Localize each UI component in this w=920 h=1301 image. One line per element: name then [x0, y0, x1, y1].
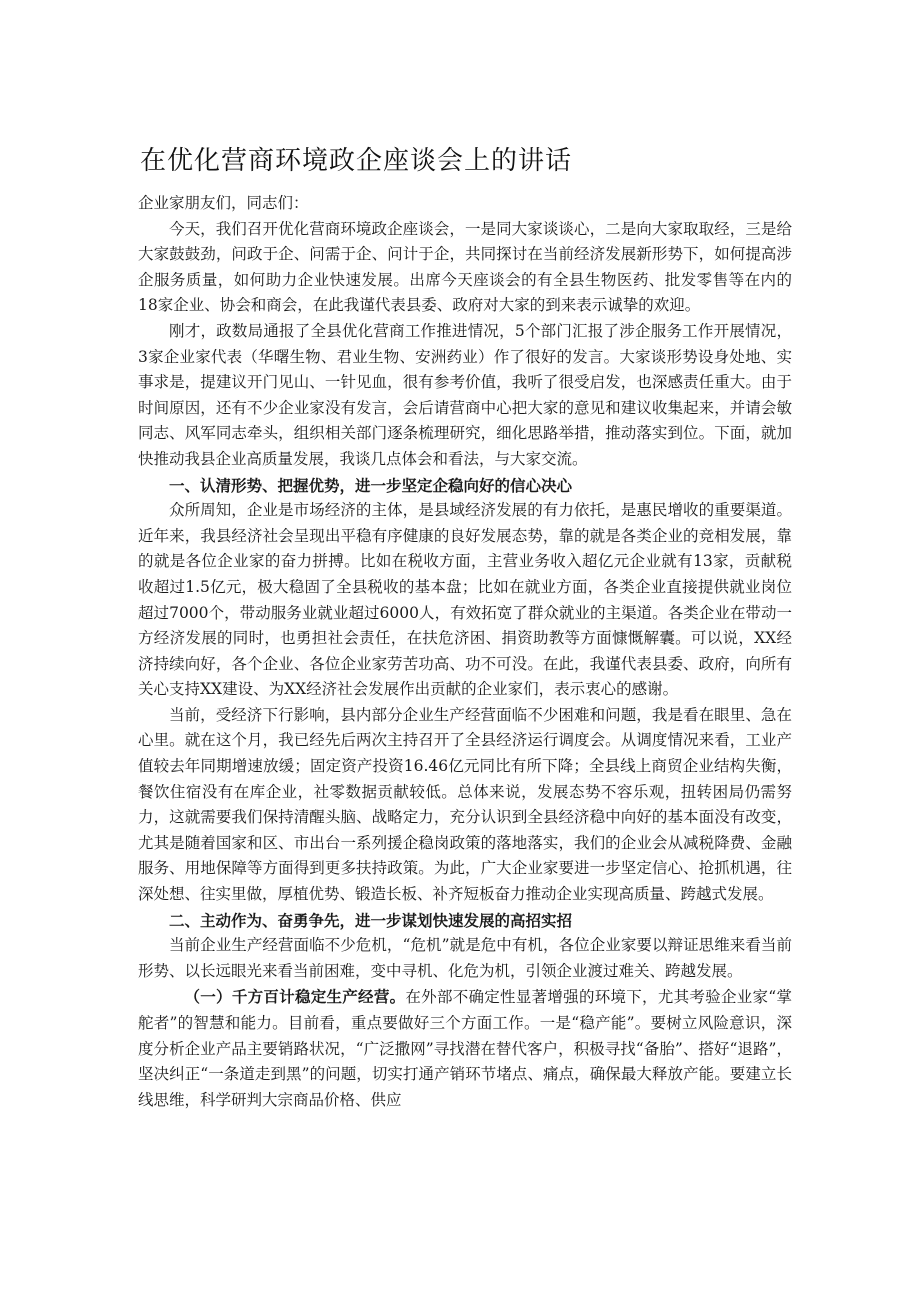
section-heading-1: 一、认清形势、把握优势，进一步坚定企稳向好的信心决心: [169, 475, 573, 495]
paragraph-section1-b: 当前，受经济下行影响，县内部分企业生产经营面临不少困难和问题，我是看在眼里、急在心里。就在这个月，我已经先后两次主持召开了全县经济运行调度会。从调度情况来看，工业产值较去年同期增速放缓；固定资产投资16.46亿元同比有所下降；全县线上商贸企业结构失衡，餐饮住宿没有在库企业，社零数据贡献较低。总体来说，发展态势不容乐观，扭转困局仍需努力，这就需要我们保持清醒头脑、战略定力，充分认识到全县经济稳中向好的基本面没有改变，尤其是随着国家和区、市出台一系列援企稳岗政策的落地落实，我们的企业会从减税降费、金融服务、用地保障等方面得到更多扶持政策。为此，广大企业家要进一步坚定信心、抢抓机遇，往深处想、往实里做，厚植优势、锻造长板、补齐短板奋力推动企业实现高质量、跨越式发展。: [138, 705, 792, 904]
subsection-text: 在外部不确定性显著增强的环境下，尤其考验企业家“掌舵者”的智慧和能力。目前看，重点要做好三个方面工作。一是“稳产能”。要树立风险意识，深度分析企业产品主要销路状况，“广泛撒网”寻找潜在替代客户，积极寻找“备胎”、搭好“退路”，坚决纠正“一条道走到黑”的问题，切实打通产销环节堵点、痛点，确保最大释放产能。要建立长线思维，科学研判大宗商品价格、供应: [138, 988, 792, 1109]
paragraph-subsection-1: [138, 984, 792, 1113]
paragraph-section2-a: 当前企业生产经营面临不少危机，“危机”就是危中有机，各位企业家要以辩证思维来看当前形势、以长远眼光来看当前困难，变中寻机、化危为机，引领企业渡过难关、跨越发展。: [138, 936, 792, 980]
subsection-lead: （一）千方百计稳定生产经营。: [184, 987, 406, 1007]
salutation: 企业家朋友们，同志们：: [138, 194, 309, 212]
paragraph-summary: 刚才，政数局通报了全县优化营商工作推进情况，5个部门汇报了涉企服务工作开展情况，3家企业家代表（华曙生物、君业生物、安洲药业）作了很好的发言。大家谈形势设身处地、实事求是，提建议开门见山、一针见血，很有参考价值，我听了很受启发，也深感责任重大。由于时间原因，还有不少企业家没有发言，会后请营商中心把大家的意见和建议收集起来，并请会敏同志、风军同志牵头，组织相关部门逐条梳理研究，细化思路举措，推动落实到位。下面，就加快推动我县企业高质量发展，我谈几点体会和看法，与大家交流。: [138, 321, 792, 468]
paragraph-opening: 今天，我们召开优化营商环境政企座谈会，一是同大家谈谈心，二是向大家取取经，三是给大家鼓鼓劲，问政于企、问需于企、问计于企，共同探讨在当前经济发展新形势下，如何提高涉企服务质量，如何助力企业快速发展。出席今天座谈会的有全县生物医药、批发零售等在内的18家企业、协会和商会，在此我谨代表县委、政府对大家的到来表示诚挚的欢迎。: [138, 219, 792, 315]
paragraph-section1-a: 众所周知，企业是市场经济的主体，是县域经济发展的有力依托，是惠民增收的重要渠道。近年来，我县经济社会呈现出平稳有序健康的良好发展态势，靠的就是各类企业的竞相发展，靠的就是各位企业家的奋力拼搏。比如在税收方面，主营业务收入超亿元企业就有13家，贡献税收超过1.5亿元，极大稳固了全县税收的基本盘；比如在就业方面，各类企业直接提供就业岗位超过7000个，带动服务业就业超过6000人，有效拓宽了群众就业的主渠道。各类企业在带动一方经济发展的同时，也勇担社会责任，在扶危济困、捐资助教等方面慷慨解囊。可以说，XX经济持续向好，各个企业、各位企业家劳苦功高、功不可没。在此，我谨代表县委、政府，向所有关心支持XX建设、为XX经济社会发展作出贡献的企业家们，表示衷心的感谢。: [138, 501, 792, 699]
section-heading-2: 二、主动作为、奋勇争先，进一步谋划快速发展的高招实招: [169, 910, 573, 930]
page-title: 在优化营商环境政企座谈会上的讲话: [140, 146, 573, 176]
